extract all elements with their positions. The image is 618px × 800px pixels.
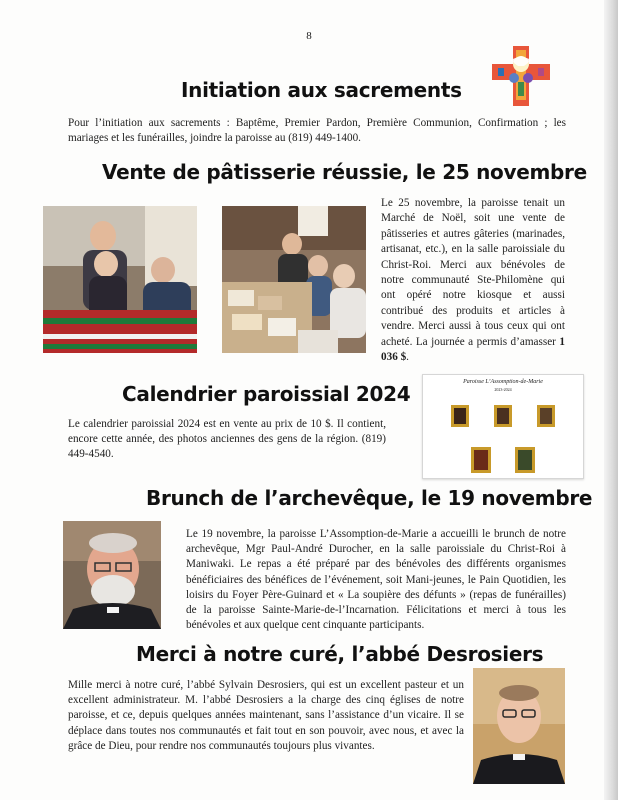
bake-sale-kiosk-photo	[222, 206, 366, 353]
page-number: 8	[306, 30, 312, 42]
bake-sale-text-end: .	[406, 351, 409, 364]
bake-sale-title: Vente de pâtisserie réussie, le 25 novembre	[102, 160, 587, 184]
cure-title: Merci à notre curé, l’abbé Desrosiers	[136, 642, 544, 666]
bake-sale-text-main: Le 25 novembre, la paroisse tenait un Marché de Noël, soit une vente de pâtisseries et autres gâteries (marinades, artisanat, etc.), en la salle paroissiale du Christ-Roi. Merci aux bénévoles de notre communauté Ste-Philomène qui ont opéré notre kiosque et aussi contribué des produits et articles à vendre. Merci aussi à tous ceux qui ont acheté. La journée a permis d’amasser	[381, 197, 565, 348]
archbishop-portrait	[63, 521, 161, 629]
brunch-text: Le 19 novembre, la paroisse L’Assomption-de-Marie a accueilli le brunch de notre archevêque, Mgr Paul-André Durocher, en la salle paroissiale du Christ-Roi à Maniwaki. Le repas a été préparé par des bénévoles des différents organismes bénéficiaires des bénéfices de l’événement, soit Mani-jeunes, le Pain Quotidien, les loisirs du Foyer Père-Guinard et « La soupière des défunts » (repas de funérailles) de la paroisse Sainte-Marie-de-l’Incarnation. Félicitations et merci à tous les bénévoles et aux quelque cent cinquante participants.	[186, 528, 566, 632]
calendar-cover-image	[422, 374, 584, 479]
calendar-cover-title: Paroisse L’Assomption-de-Marie	[463, 379, 543, 385]
initiation-title: Initiation aux sacrements	[181, 78, 462, 102]
bake-sale-text	[381, 196, 565, 365]
calendar-title: Calendrier paroissial 2024	[122, 382, 411, 406]
sacrament-cross-icon	[488, 44, 554, 108]
initiation-text: Pour l’initiation aux sacrements : Baptême, Premier Pardon, Première Communion, Confirmation ; les mariages et les funérailles, joindre la paroisse au (819) 449-1400.	[68, 117, 566, 145]
bake-sale-amount: 1 036 $	[381, 335, 565, 364]
bake-sale-volunteers-photo	[43, 206, 197, 353]
calendar-text: Le calendrier paroissial 2024 est en vente au prix de 10 $. Il contient, encore cette année, des photos anciennes des gens de la région. (819) 449-4540.	[68, 418, 386, 461]
brunch-title: Brunch de l’archevêque, le 19 novembre	[146, 486, 593, 510]
page-edge-shadow	[604, 0, 618, 800]
calendar-cover-year: 2023-2024	[494, 387, 512, 392]
cure-text: Mille merci à notre curé, l’abbé Sylvain Desrosiers, qui est un excellent pasteur et un excellent administrateur. M. l’abbé Desrosiers a la charge des cinq églises de notre paroisse, et ce, depuis quelques années maintenant, sans l’assistance d’un vicaire. Il se déplace dans toutes nos communautés et fait tout en son pouvoir, avec nous, et avec la grâce de Dieu, pour rendre nos communautés toujours plus vivantes.	[68, 679, 464, 752]
cure-portrait	[473, 668, 565, 784]
